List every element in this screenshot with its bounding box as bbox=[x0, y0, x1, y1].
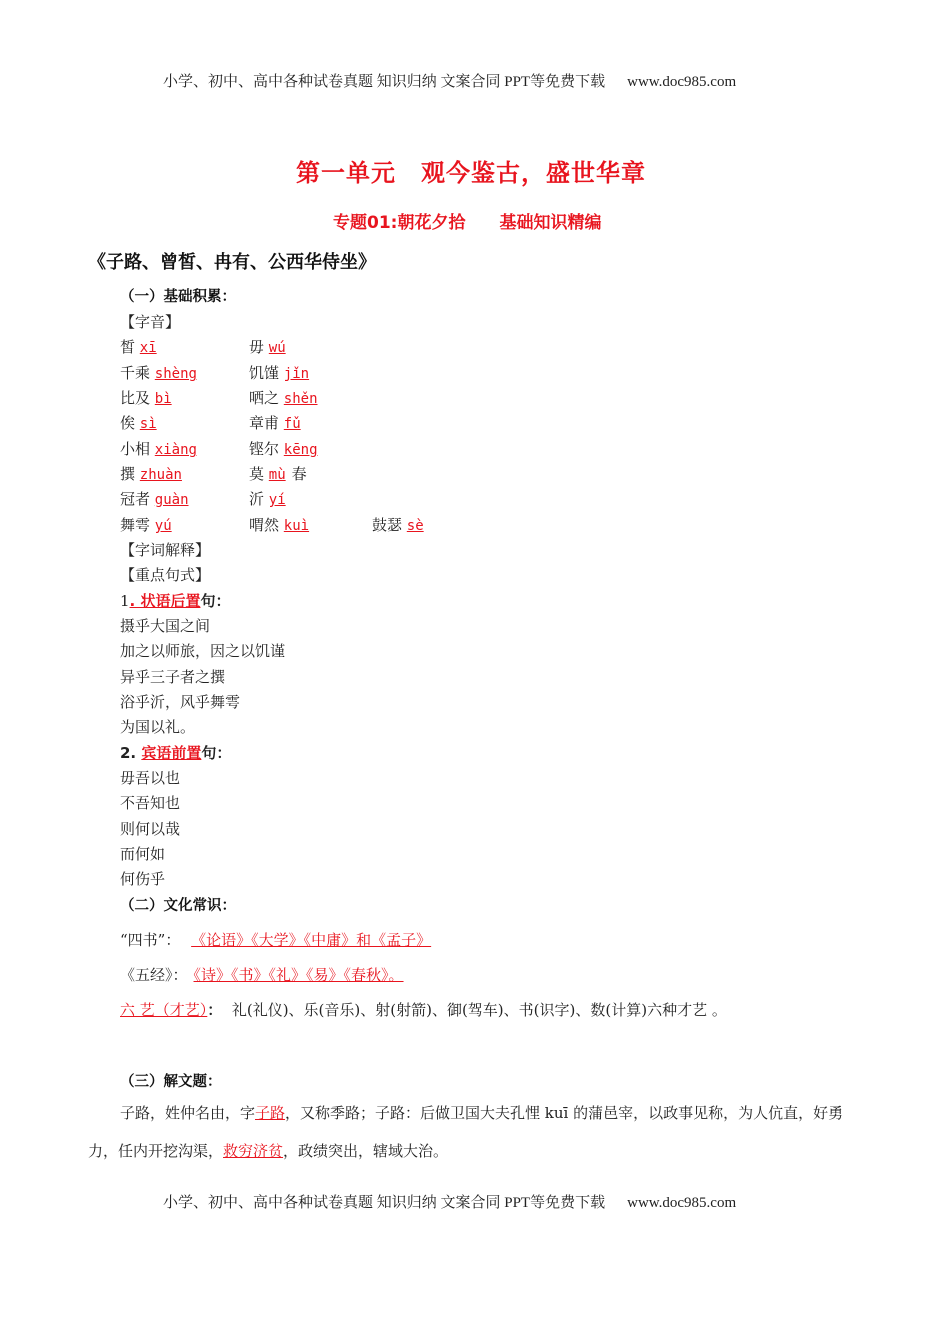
example-sentence: 为国以礼。 bbox=[120, 718, 196, 736]
header-url[interactable]: www.doc985.com bbox=[627, 74, 737, 90]
section-heading-title-explain: （三）解文题： bbox=[120, 1074, 222, 1090]
pron-item: 皙 xī bbox=[120, 338, 157, 356]
page-footer bbox=[163, 1191, 736, 1212]
pron-item: 舞雩 yú bbox=[120, 516, 172, 534]
example-sentence: 浴乎沂，风乎舞雩 bbox=[120, 693, 241, 711]
pron-item: 莫 mù 春 bbox=[249, 465, 307, 483]
page-title: 第一单元 观今鉴古，盛世华章 bbox=[296, 159, 646, 187]
section-heading-basics: （一）基础积累： bbox=[120, 289, 236, 305]
example-sentence: 何伤乎 bbox=[120, 870, 166, 888]
example-sentence: 不吾知也 bbox=[120, 794, 181, 812]
footer-url[interactable]: www.doc985.com bbox=[627, 1195, 737, 1211]
example-sentence: 而何如 bbox=[120, 845, 166, 863]
pron-item: 哂之 shěn bbox=[249, 389, 318, 407]
six-arts-line: 六 艺（才艺）： 礼(礼仪)、乐(音乐)、射(射箭)、御(驾车)、书(识字)、数(计算)六种才艺 。 bbox=[120, 1001, 727, 1019]
pron-item: 沂 yí bbox=[249, 490, 286, 508]
pron-item: 喟然 kuì bbox=[249, 516, 310, 534]
four-books-line: “四书”： 《论语》《大学》《中庸》和《孟子》 bbox=[120, 931, 432, 949]
pron-item: 饥馑 jǐn bbox=[249, 364, 310, 382]
pron-item: 比及 bì bbox=[120, 389, 172, 407]
pron-item: 章甫 fǔ bbox=[249, 414, 301, 432]
pronunciation-label: 【字音】 bbox=[120, 313, 181, 331]
header-text: 小学、初中、高中各种试卷真题 知识归纳 文案合同 PPT等免费下载 bbox=[163, 74, 606, 90]
pron-item: 铿尔 kēng bbox=[249, 440, 318, 458]
page-header bbox=[163, 70, 736, 91]
explanation-paragraph: 子路，姓仲名由，字子路，又称季路；子路：后做卫国大夫孔悝 kuī 的蒲邑宰，以政事见称，为人伉直，好勇力，任内开挖沟渠，救穷济贫，政绩突出，辖域大治。 bbox=[88, 1104, 844, 1160]
footer-text: 小学、初中、高中各种试卷真题 知识归纳 文案合同 PPT等免费下载 bbox=[163, 1195, 606, 1211]
pattern1-heading: 1. 状语后置句： bbox=[120, 592, 231, 610]
section-heading-culture: （二）文化常识： bbox=[120, 898, 236, 914]
sentence-label: 【重点句式】 bbox=[120, 566, 211, 584]
example-sentence: 摄乎大国之间 bbox=[120, 617, 211, 635]
pron-item: 鼓瑟 sè bbox=[372, 516, 424, 534]
pron-item: 俟 sì bbox=[120, 414, 157, 432]
pattern2-heading: 2. 宾语前置句： bbox=[120, 744, 232, 762]
vocab-label: 【字词解释】 bbox=[120, 541, 211, 559]
page-subtitle: 专题01:朝花夕拾 基础知识精编 bbox=[333, 213, 602, 233]
pron-item: 小相 xiàng bbox=[120, 440, 197, 458]
five-classics-line: 《五经》： 《诗》《书》《礼》《易》《春秋》。 bbox=[120, 966, 404, 984]
example-sentence: 则何以哉 bbox=[120, 820, 181, 838]
pron-item: 撰 zhuàn bbox=[120, 465, 182, 483]
example-sentence: 毋吾以也 bbox=[120, 769, 181, 787]
pron-item: 毋 wú bbox=[249, 338, 286, 356]
pron-item: 千乘 shèng bbox=[120, 364, 197, 382]
example-sentence: 异乎三子者之撰 bbox=[120, 668, 226, 686]
example-sentence: 加之以师旅，因之以饥谨 bbox=[120, 642, 286, 660]
lesson-title: 《子路、曾皙、冉有、公西华侍坐》 bbox=[88, 252, 376, 273]
pron-item: 冠者 guàn bbox=[120, 490, 189, 508]
